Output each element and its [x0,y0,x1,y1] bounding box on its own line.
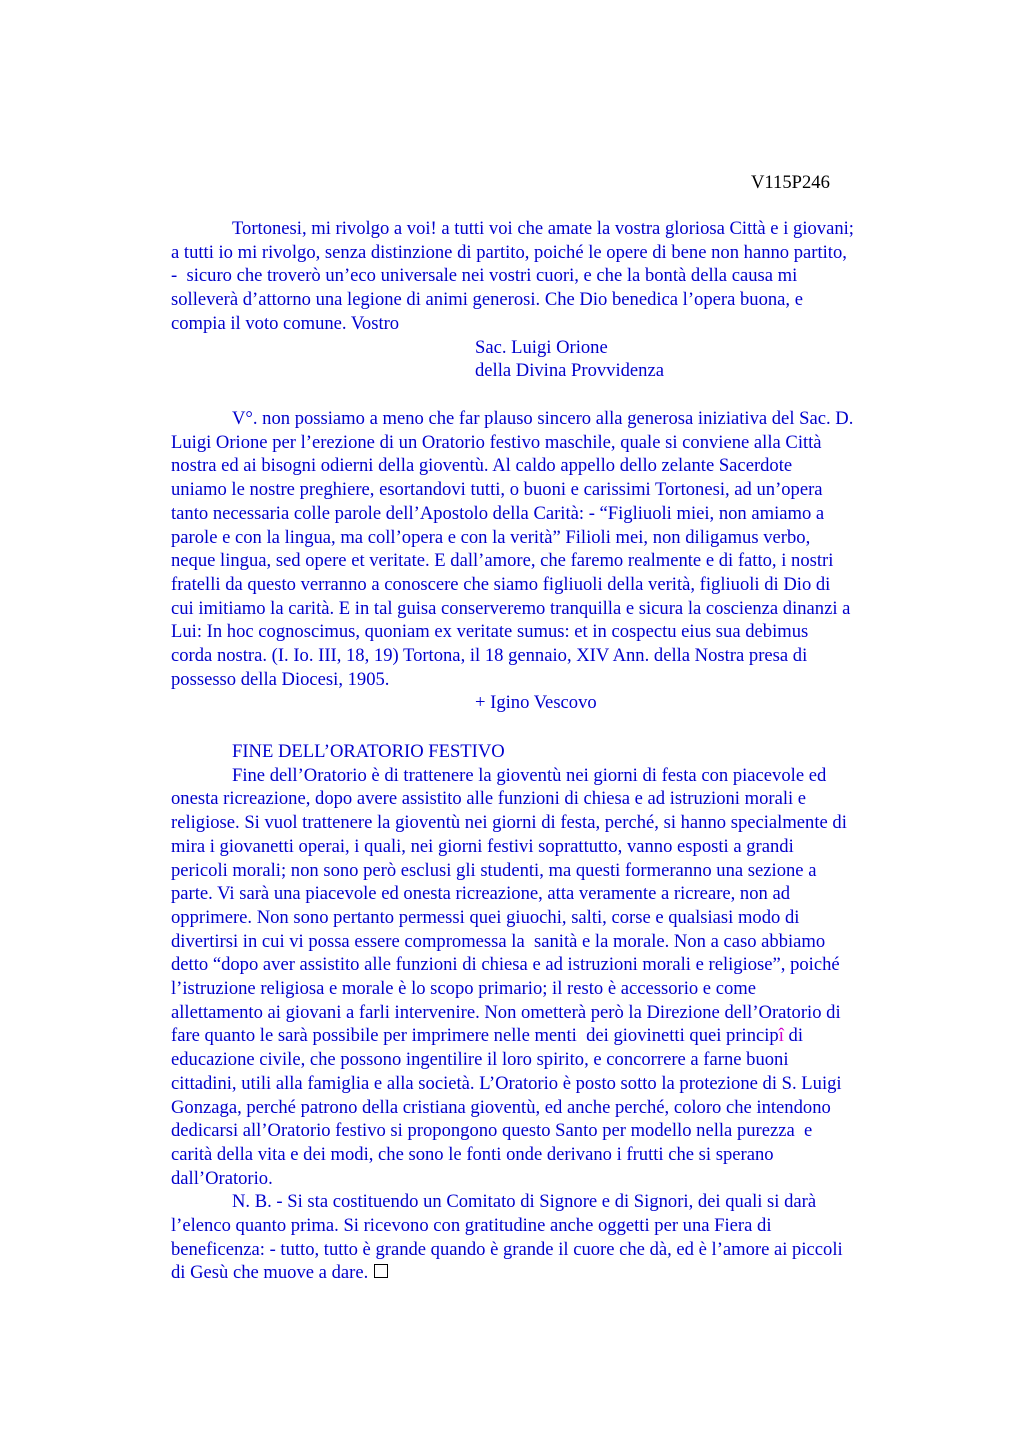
text-line: mira i giovanetti operai, i quali, nei giorni festivi soprattutto, vanno esposti a grandi [171,835,794,857]
appeal-paragraph [171,217,931,383]
page-reference: V115P246 [751,172,830,193]
text-line: nostra ed ai bisogni odierni della gioventù. Al caldo appello dello zelante Sacerdote [171,455,793,477]
end-box-icon [374,1264,388,1278]
section-heading: FINE DELL’ORATORIO FESTIVO [232,741,505,762]
oratorio-purpose-section [171,740,931,1285]
text-line: Gonzaga, perché patrono della cristiana gioventù, ed anche perché, coloro che intendono [171,1096,831,1118]
text-line: educazione civile, che possono ingentilire il loro spirito, e concorrere a farne buoni [171,1049,789,1071]
text-fragment: di Gesù che muove a dare. [171,1262,369,1284]
text-line: solleverà d’attorno una legione di animi generosi. Che Dio benedica l’opera buona, e [171,289,803,311]
text-line [171,1261,931,1285]
bishop-signature: + Igino Vescovo [475,692,597,714]
text-line: carità della vita e dei modi, che sono le fonti onde derivano i frutti che si sperano [171,1143,774,1165]
text-line: pericoli morali; non sono però esclusi gli studenti, ma questi formeranno una sezione a [171,859,817,881]
text-line: neque lingua, sed opere et veritate. E dall’amore, che faremo realmente e di fatto, i nostri [171,550,834,572]
signature-title: della Divina Provvidenza [475,360,664,382]
text-line: cui imitiamo la carità. E in tal guisa conserveremo tranquilla e sicura la coscienza dinanzi a [171,597,851,619]
text-line: cittadini, utili alla famiglia e alla società. L’Oratorio è posto sotto la protezione di S. Luigi [171,1072,842,1094]
text-line: l’elenco quanto prima. Si ricevono con gratitudine anche oggetti per una Fiera di [171,1215,772,1237]
text-line [171,1024,931,1048]
text-line: Fine dell’Oratorio è di trattenere la gioventù nei giorni di festa con piacevole ed [232,764,827,786]
text-line: parte. Vi sarà una piacevole ed onesta ricreazione, atta veramente a ricreare, non ad [171,883,791,905]
text-line: fratelli da questo verranno a conoscere che siamo figliuoli della verità, figliuoli di Dio di [171,573,831,595]
text-line: corda nostra. (I. Io. III, 18, 19) Tortona, il 18 gennaio, XIV Ann. della Nostra presa di [171,645,808,667]
text-line: beneficenza: - tutto, tutto è grande quando è grande il cuore che dà, ed è l’amore ai piccoli [171,1238,843,1260]
text-line: onesta ricreazione, dopo avere assistito alle funzioni di chiesa e ad istruzioni morali e [171,788,807,810]
text-fragment: di [783,1025,804,1047]
text-line: uniamo le nostre preghiere, esortandovi tutti, o buoni e carissimi Tortonesi, ad un’opera [171,479,823,501]
text-line: divertirsi in cui vi possa essere compromessa la sanità e la morale. Non a caso abbiamo [171,930,826,952]
text-line: dall’Oratorio. [171,1167,273,1189]
text-line: compia il voto comune. Vostro [171,312,400,334]
text-line: opprimere. Non sono pertanto permessi quei giuochi, salti, corse e qualsiasi modo di [171,906,800,928]
text-line: parole e con la lingua, ma coll’opera e con la verità” Filioli mei, non diligamus verbo, [171,526,811,548]
text-fragment: fare quanto le sarà possibile per imprimere nelle menti dei giovinetti quei princip [171,1025,779,1047]
text-line: V°. non possiamo a meno che far plauso sincero alla generosa iniziativa del Sac. D. [232,408,854,429]
highlighted-character: î [778,1025,784,1047]
bishop-endorsement-paragraph [171,407,931,715]
text-line: Luigi Orione per l’erezione di un Oratorio festivo maschile, quale si conviene alla Città [171,431,822,453]
text-line: N. B. - Si sta costituendo un Comitato di Signore e di Signori, dei quali si darà [232,1191,817,1213]
text-line: detto “dopo aver assistito alle funzioni di chiesa e ad istruzioni morali e religiose”, poiché [171,954,840,976]
signature-name: Sac. Luigi Orione [475,336,608,358]
text-line: l’istruzione religiosa e morale è lo scopo primario; il resto è accessorio e come [171,978,756,1000]
text-line: a tutti io mi rivolgo, senza distinzione di partito, poiché le opere di bene non hanno partito, [171,241,847,263]
text-line: religiose. Si vuol trattenere la gioventù nei giorni di festa, perché, si hanno specialmente di [171,812,847,834]
text-line: allettamento ai giovani a farli intervenire. Non ometterà però la Direzione dell’Oratorio di [171,1001,841,1023]
text-line: tanto necessaria colle parole dell’Apostolo della Carità: - “Figliuoli miei, non amiamo a [171,502,825,524]
text-line: possesso della Diocesi, 1905. [171,668,390,690]
text-line: dedicarsi all’Oratorio festivo si propongono questo Santo per modello nella purezza e [171,1120,813,1142]
text-line: Lui: In hoc cognoscimus, quoniam ex veritate sumus: et in cospectu eius sua debimus [171,621,809,643]
text-line: Tortonesi, mi rivolgo a voi! a tutti voi che amate la vostra gloriosa Città e i giovani; [232,218,854,239]
text-line: - sicuro che troverò un’eco universale nei vostri cuori, e che la bontà della causa mi [171,265,798,287]
